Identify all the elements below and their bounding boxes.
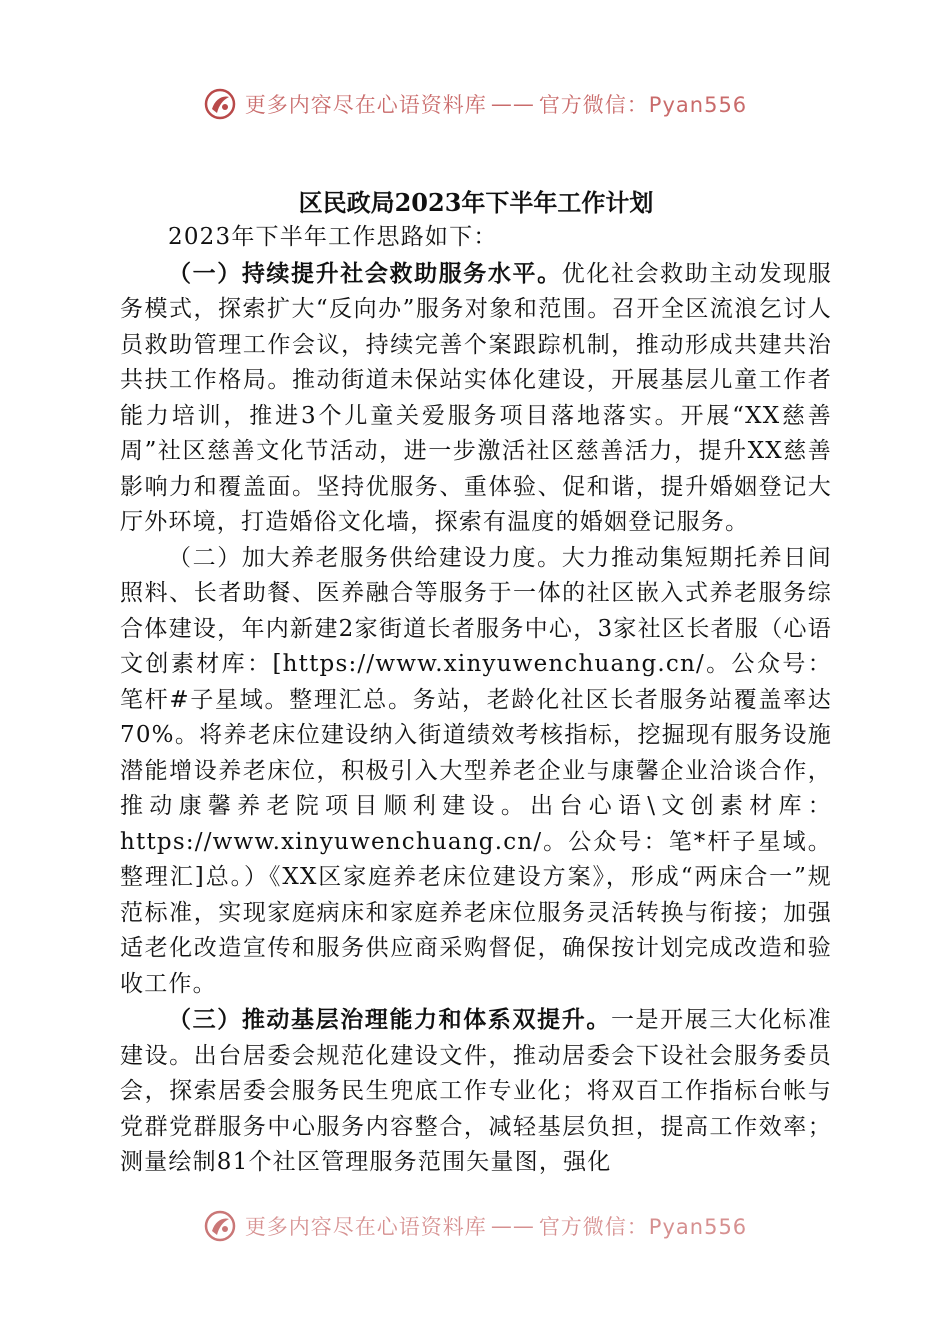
section-2-paragraph bbox=[120, 541, 832, 1003]
section-3-paragraph bbox=[120, 1002, 832, 1181]
section-1-body: 优化社会救助主动发现服务模式，探索扩大“反向办”服务对象和范围。召开全区流浪乞讨人员救助管理工作会议，持续完善个案跟踪机制，推动形成共建共治共扶工作格局。推动街道未保站实体化建设，开展基层儿童工作者能力培训，推进3个儿童关爱服务项目落地落实。开展“XX慈善周”社区慈善文化节活动，进一步激活社区慈善活力，提升XX慈善影响力和覆盖面。坚持优服务、重体验、促和谐，提升婚姻登记大厅外环境，打造婚俗文化墙，探索有温度的婚姻登记服务。 bbox=[120, 260, 833, 535]
section-1-paragraph bbox=[120, 256, 832, 541]
watermark-separator: —— bbox=[490, 92, 535, 116]
page-title: 区民政局2023年下半年工作计划 bbox=[298, 188, 654, 217]
section-1-heading: （一）持续提升社会救助服务水平。 bbox=[168, 259, 562, 287]
brand-logo-icon bbox=[203, 1209, 237, 1243]
brand-logo-icon bbox=[203, 87, 237, 121]
watermark-text: 更多内容尽在心语资料库 bbox=[244, 93, 487, 117]
section-3-heading: （三）推动基层治理能力和体系双提升。 bbox=[168, 1006, 611, 1033]
intro-paragraph: 2023年下半年工作思路如下： bbox=[168, 224, 498, 250]
section-2-heading: （二）加大养老服务供给建设力度。 bbox=[168, 544, 562, 571]
footer-watermark bbox=[0, 1206, 950, 1246]
watermark-wechat: 官方微信：Pyan556 bbox=[538, 93, 748, 117]
watermark-wechat: 官方微信：Pyan556 bbox=[538, 1215, 748, 1239]
header-watermark bbox=[0, 84, 950, 124]
section-2-body: 大力推动集短期托养日间照料、长者助餐、医养融合等服务于一体的社区嵌入式养老服务综合体建设，年内新建2家街道长者服务中心，3家社区长者服（心语文创素材库：[https://www.xinyuwenchuang.cn/。公众号：笔杆#子星域。整理汇总。务站，老龄化社区长者服务站覆盖率达70%。将养老床位建设纳入街道绩效考核指标，挖掘现有服务设施潜能增设养老床位，积极引入大型养老企业与康馨企业洽谈合作，推动康馨养老院项目顺利建设。出台心语\文创素材库：https://www.xinyuwenchuang.cn/。公众号：笔*杆子星域。整理汇]总。）《XX区家庭养老床位建设方案》，形成“两床合一”规范标准，实现家庭病床和家庭养老床位服务灵活转换与衔接；加强适老化改造宣传和服务供应商采购督促，确保按计划完成改造和验收工作。 bbox=[120, 544, 833, 997]
watermark-separator: —— bbox=[490, 1214, 535, 1238]
section-3-body: 一是开展三大化标准建设。出台居委会规范化建设文件，推动居委会下设社会服务委员会，探索居委会服务民生兜底工作专业化；将双百工作指标台帐与党群党群服务中心服务内容整合，减轻基层负担，提高工作效率；测量绘制81个社区管理服务范围矢量图，强化 bbox=[120, 1007, 832, 1175]
document-body bbox=[120, 186, 832, 1181]
watermark-text: 更多内容尽在心语资料库 bbox=[244, 1215, 487, 1239]
